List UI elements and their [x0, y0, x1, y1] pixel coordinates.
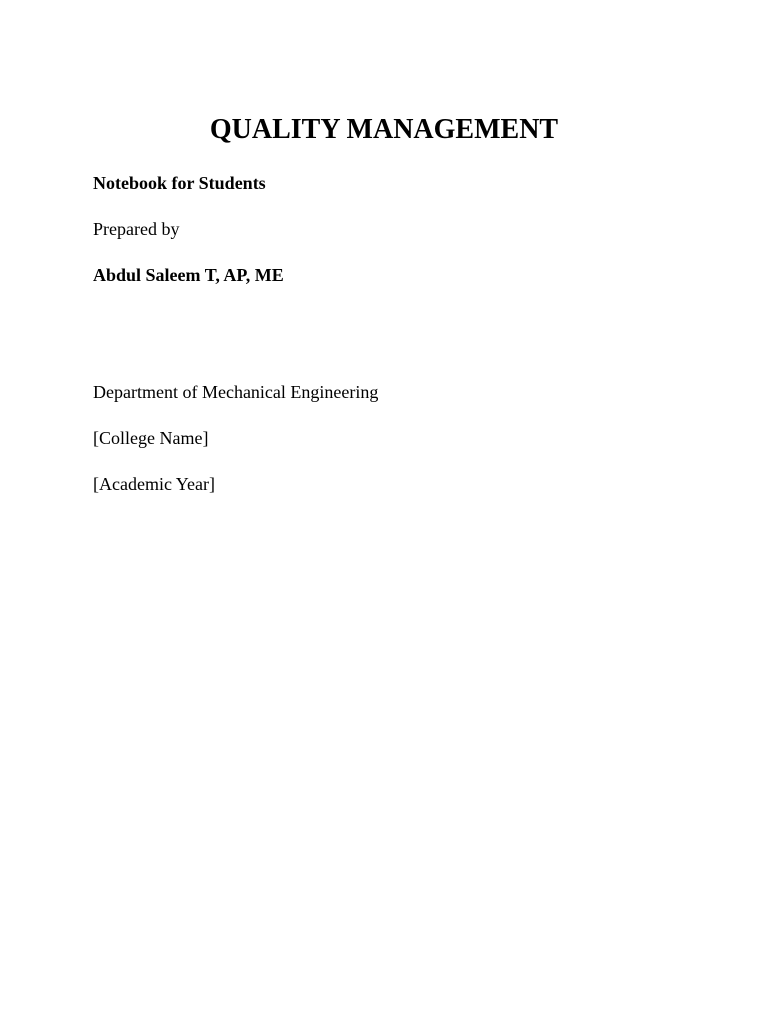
- college-name: [College Name]: [93, 428, 209, 448]
- department-name: Department of Mechanical Engineering: [93, 382, 379, 402]
- academic-year: [Academic Year]: [93, 474, 215, 494]
- document-title: QUALITY MANAGEMENT: [209, 114, 559, 145]
- document-subtitle: Notebook for Students: [93, 173, 266, 193]
- prepared-by-label: Prepared by: [93, 219, 180, 239]
- author-name: Abdul Saleem T, AP, ME: [93, 265, 284, 285]
